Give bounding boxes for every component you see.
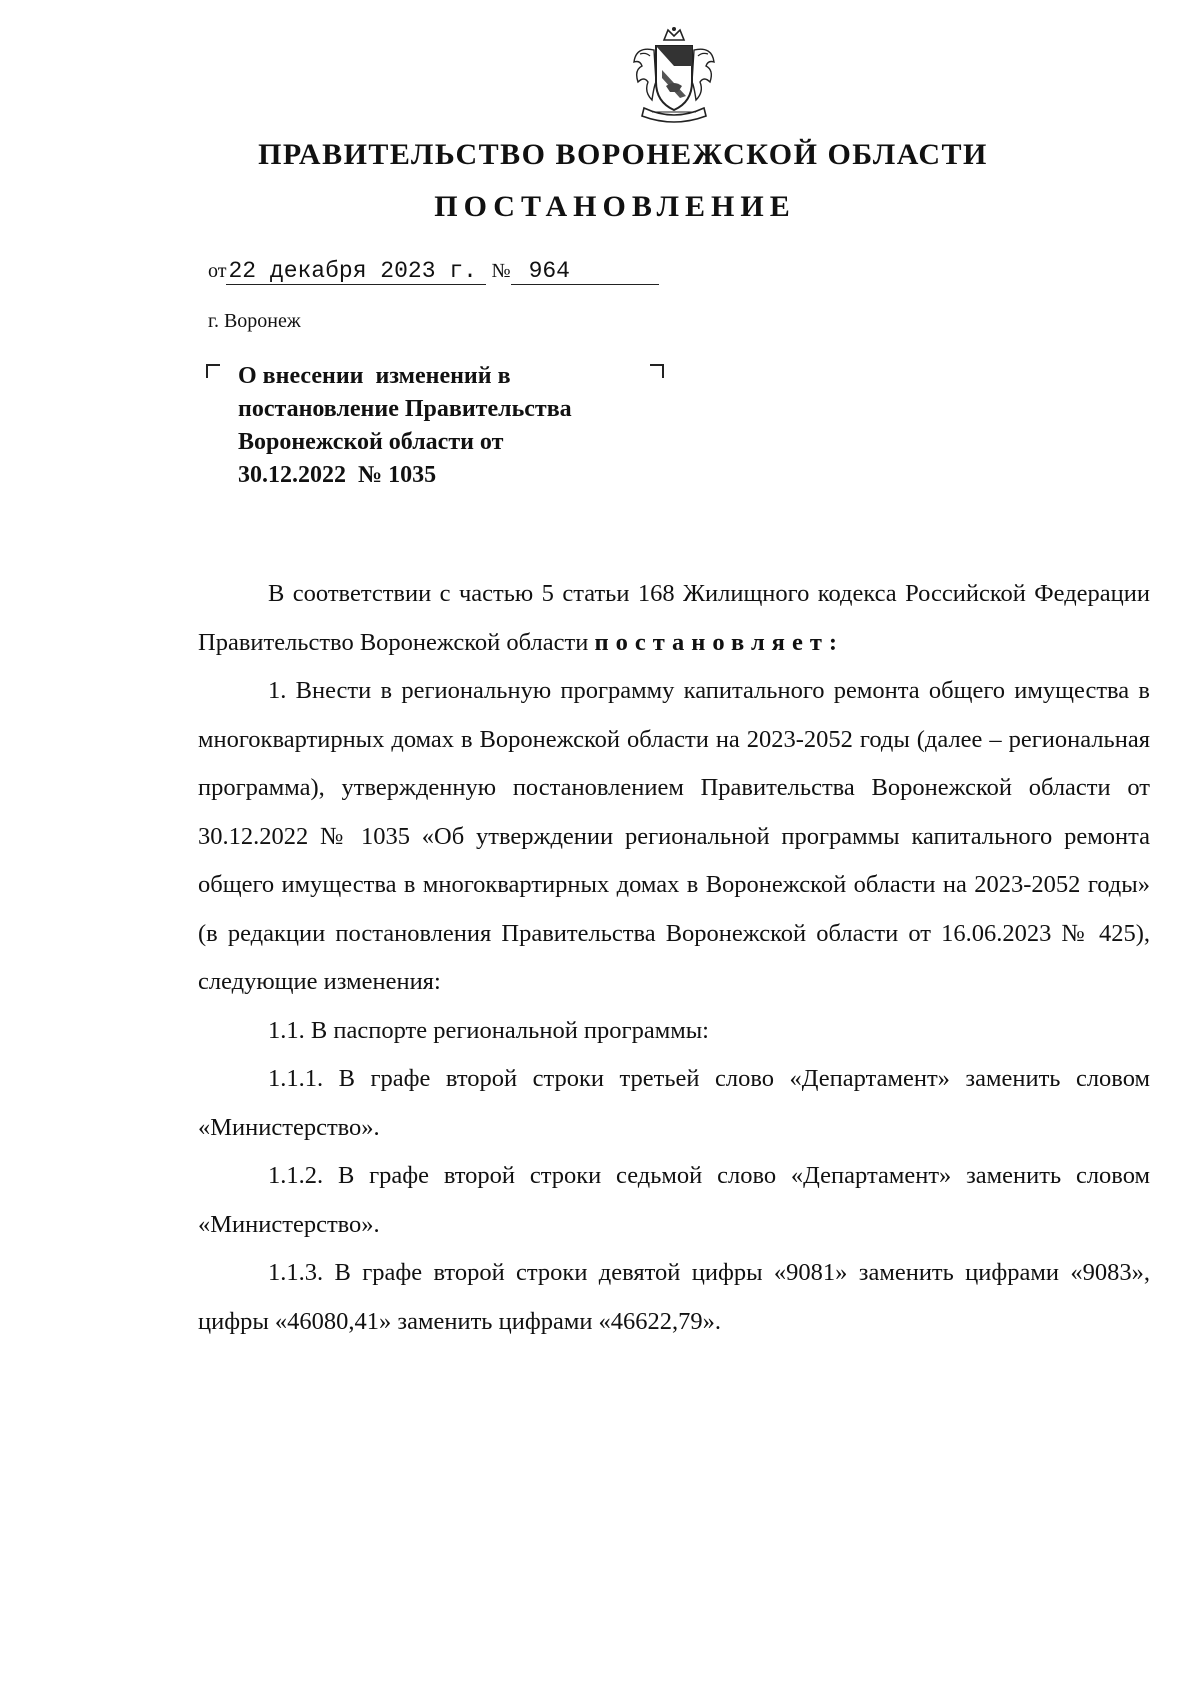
clause-1-1-2: 1.1.2. В графе второй строки седьмой слово «Департамент» заменить словом «Министерство». xyxy=(198,1162,1150,1238)
voronezh-coat-of-arms-icon xyxy=(626,26,722,126)
clause-1-1-3: 1.1.3. В графе второй строки девятой цифры «9081» заменить цифрами «9083», цифры «46080,41» заменить цифрами «46622,79». xyxy=(198,1259,1150,1335)
document-type-title: ПОСТАНОВЛЕНИЕ xyxy=(434,190,796,223)
date-number-line xyxy=(208,258,659,285)
document-body xyxy=(198,570,1150,1346)
subject-corner-mark-left xyxy=(206,364,220,378)
city-label: г. Воронеж xyxy=(208,310,301,332)
document-date: 22 декабря 2023 г. xyxy=(226,258,486,285)
document-number: 964 xyxy=(511,258,659,285)
document-subject xyxy=(238,360,658,492)
preamble-paragraph xyxy=(198,570,1150,667)
clause-1-1-1: 1.1.1. В графе второй строки третьей слово «Департамент» заменить словом «Министерство». xyxy=(198,1065,1150,1141)
clause-1-1: 1.1. В паспорте региональной программы: xyxy=(268,1016,709,1044)
number-prefix: № xyxy=(491,260,511,282)
clause-1: 1. Внести в региональную программу капитального ремонта общего имущества в многоквартирных домах в Воронежской области на 2023-2052 годы (далее – региональная программа), утвержденную постановлением Правительства Воронежской области от 30.12.2022 № 1035 «Об утверждении региональной программы капитального ремонта общего имущества в многоквартирных домах в Воронежской области на 2023-2052 годы» (в редакции постановления Правительства Воронежской области от 16.06.2023 № 425), следующие изменения: xyxy=(198,677,1150,995)
subject-line: Воронежской области от xyxy=(238,429,504,455)
date-prefix: от xyxy=(208,260,227,282)
subject-line: 30.12.2022 № 1035 xyxy=(238,462,437,488)
decree-word: постановляет: xyxy=(594,628,845,656)
government-title: ПРАВИТЕЛЬСТВО ВОРОНЕЖСКОЙ ОБЛАСТИ xyxy=(258,138,988,171)
subject-line: О внесении изменений в xyxy=(238,363,511,389)
subject-line: постановление Правительства xyxy=(238,396,572,422)
preamble-text: В соответствии с частью 5 статьи 168 Жилищного кодекса Российской Федерации Правительство Воронежской области xyxy=(198,580,1150,656)
